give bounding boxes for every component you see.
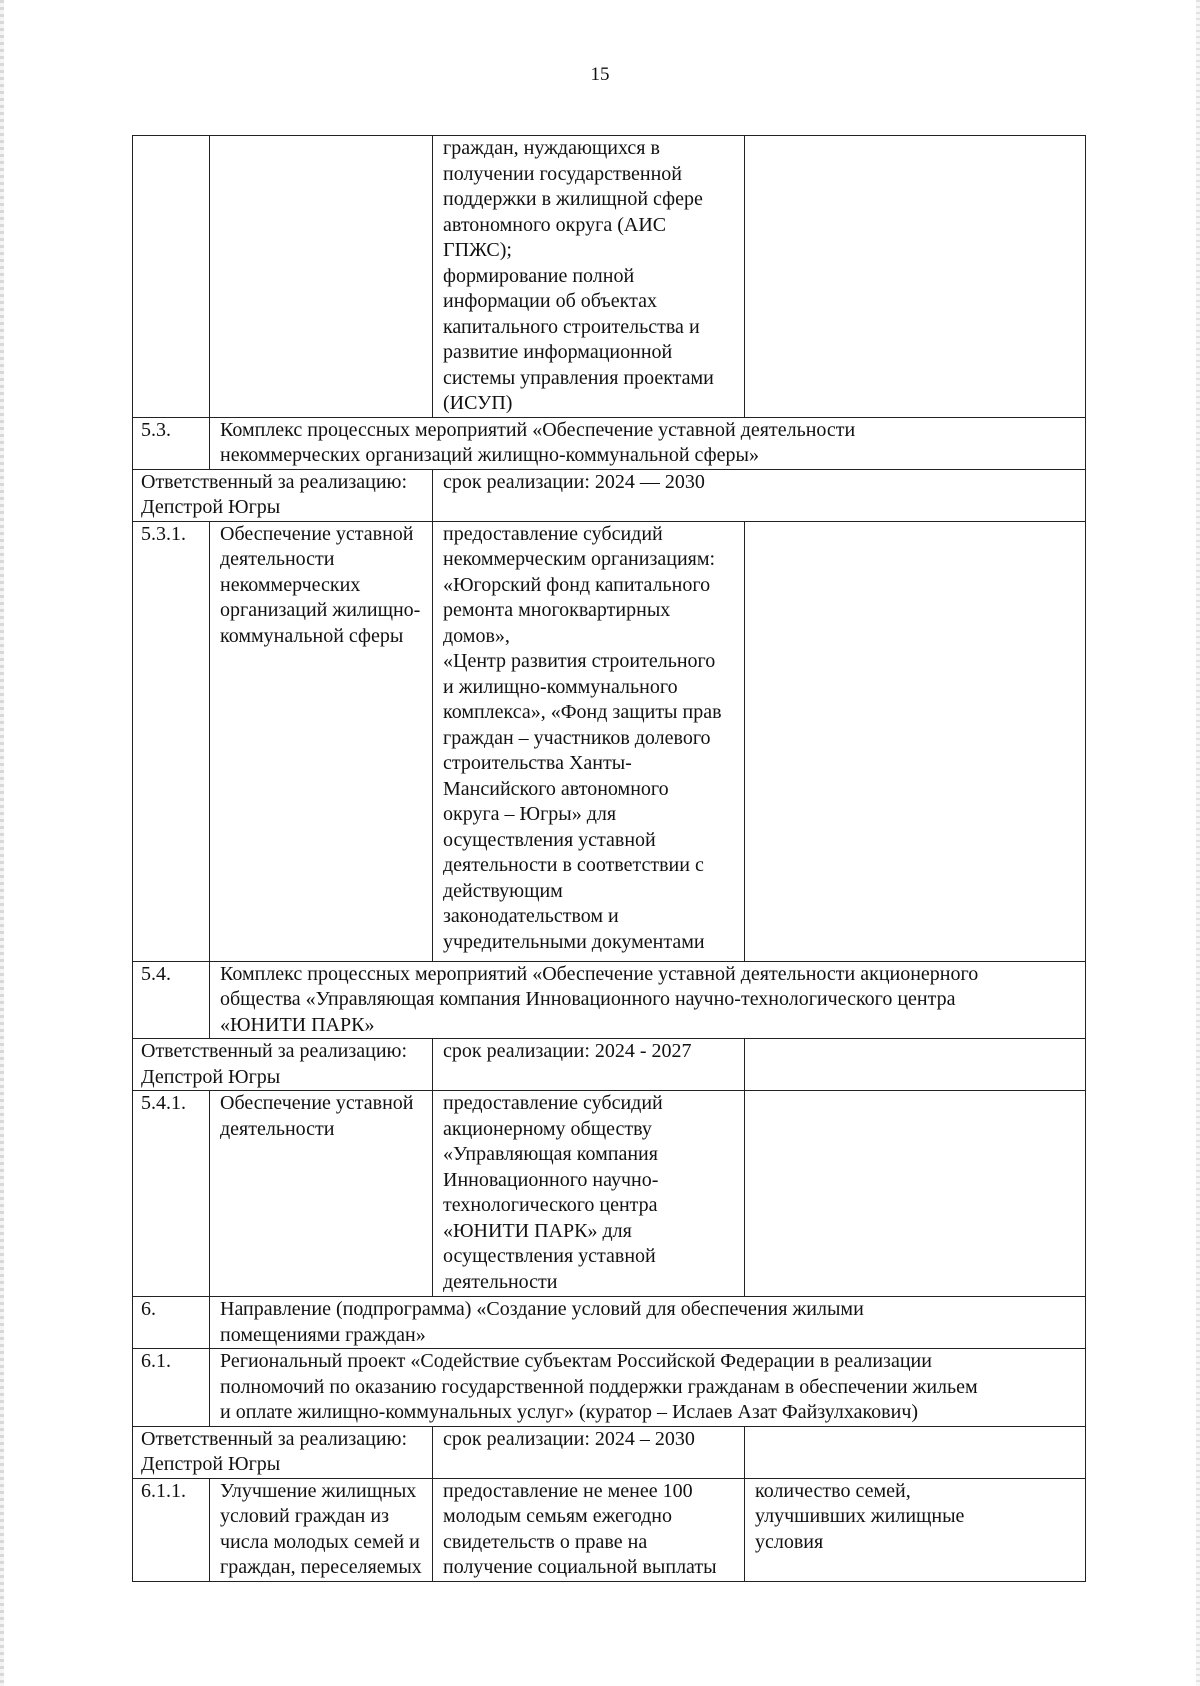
cell-number: 5.3.: [133, 417, 210, 469]
page-number: 15: [590, 64, 610, 85]
cell-number: 6.: [133, 1297, 210, 1349]
cell-description: предоставление не менее 100 молодым семьям ежегодно свидетельств о праве на получение социальной выплаты: [433, 1478, 745, 1581]
cell-number: [133, 136, 210, 418]
measures-table: [132, 135, 1086, 1582]
cell-description: предоставление субсидий акционерному обществу «Управляющая компания Инновационного научно- технологического центра «ЮНИТИ ПАРК» для осуществления уставной деятельности: [433, 1091, 745, 1297]
cell-measure-name: Обеспечение уставной деятельности: [210, 1091, 433, 1297]
cell-description: предоставление субсидий некоммерческим организациям: «Югорский фонд капитального ремонта многоквартирных домов», «Центр развития строительного и жилищно-коммунального комплекса», «Фонд защиты прав граждан – участников долевого строительства Ханты- Мансийского автономного округа – Югры» для осуществления уставной деятельности в соответствии с действующим законодательством и учредительными документами: [433, 521, 745, 961]
cell-measure-name: Улучшение жилищных условий граждан из числа молодых семей и граждан, переселяемых: [210, 1478, 433, 1581]
term-cell: срок реализации: 2024 - 2027: [433, 1039, 745, 1091]
cell-number: 6.1.1.: [133, 1478, 210, 1581]
cell-number: 5.4.: [133, 961, 210, 1039]
cell-indicator: количество семей, улучшивших жилищные условия: [745, 1478, 1086, 1581]
cell-indicator: [745, 136, 1086, 418]
cell-indicator: [745, 1091, 1086, 1297]
scan-edge-right: [1196, 0, 1200, 1686]
table-row: [133, 1297, 1086, 1349]
section-title: Комплекс процессных мероприятий «Обеспечение уставной деятельности некоммерческих организаций жилищно-коммунальной сферы»: [210, 417, 1086, 469]
table-row: [133, 1426, 1086, 1478]
table-row: [133, 469, 1086, 521]
responsible-cell: Ответственный за реализацию: Депстрой Югры: [133, 1426, 433, 1478]
table-row: [133, 417, 1086, 469]
cell-number: 5.4.1.: [133, 1091, 210, 1297]
responsible-cell: Ответственный за реализацию: Депстрой Югры: [133, 1039, 433, 1091]
table-row: [133, 136, 1086, 418]
cell-indicator: [745, 1426, 1086, 1478]
section-title: Направление (подпрограмма) «Создание условий для обеспечения жилыми помещениями граждан»: [210, 1297, 1086, 1349]
table-row: [133, 521, 1086, 961]
table-row: [133, 1039, 1086, 1091]
table-row: [133, 1349, 1086, 1427]
cell-indicator: [745, 521, 1086, 961]
scan-edge-left: [0, 0, 4, 1686]
section-title: Региональный проект «Содействие субъектам Российской Федерации в реализации полномочий по оказанию государственной поддержки гражданам в обеспечении жильем и оплате жилищно-коммунальных услуг» (куратор – Ислаев Азат Файзулхакович): [210, 1349, 1086, 1427]
cell-number: 6.1.: [133, 1349, 210, 1427]
table-row: [133, 1091, 1086, 1297]
responsible-cell: Ответственный за реализацию: Депстрой Югры: [133, 469, 433, 521]
cell-measure-name: Обеспечение уставной деятельности некоммерческих организаций жилищно- коммунальной сферы: [210, 521, 433, 961]
cell-number: 5.3.1.: [133, 521, 210, 961]
table-row: [133, 1478, 1086, 1581]
section-title: Комплекс процессных мероприятий «Обеспечение уставной деятельности акционерного общества «Управляющая компания Инновационного научно-технологического центра «ЮНИТИ ПАРК»: [210, 961, 1086, 1039]
term-cell: срок реализации: 2024 – 2030: [433, 1426, 745, 1478]
table-row: [133, 961, 1086, 1039]
term-cell: срок реализации: 2024 — 2030: [433, 469, 1086, 521]
cell-measure-name: [210, 136, 433, 418]
cell-indicator: [745, 1039, 1086, 1091]
cell-description: граждан, нуждающихся в получении государственной поддержки в жилищной сфере автономного округа (АИС ГПЖС); формирование полной информации об объектах капитального строительства и развитие информационной системы управления проектами (ИСУП): [433, 136, 745, 418]
